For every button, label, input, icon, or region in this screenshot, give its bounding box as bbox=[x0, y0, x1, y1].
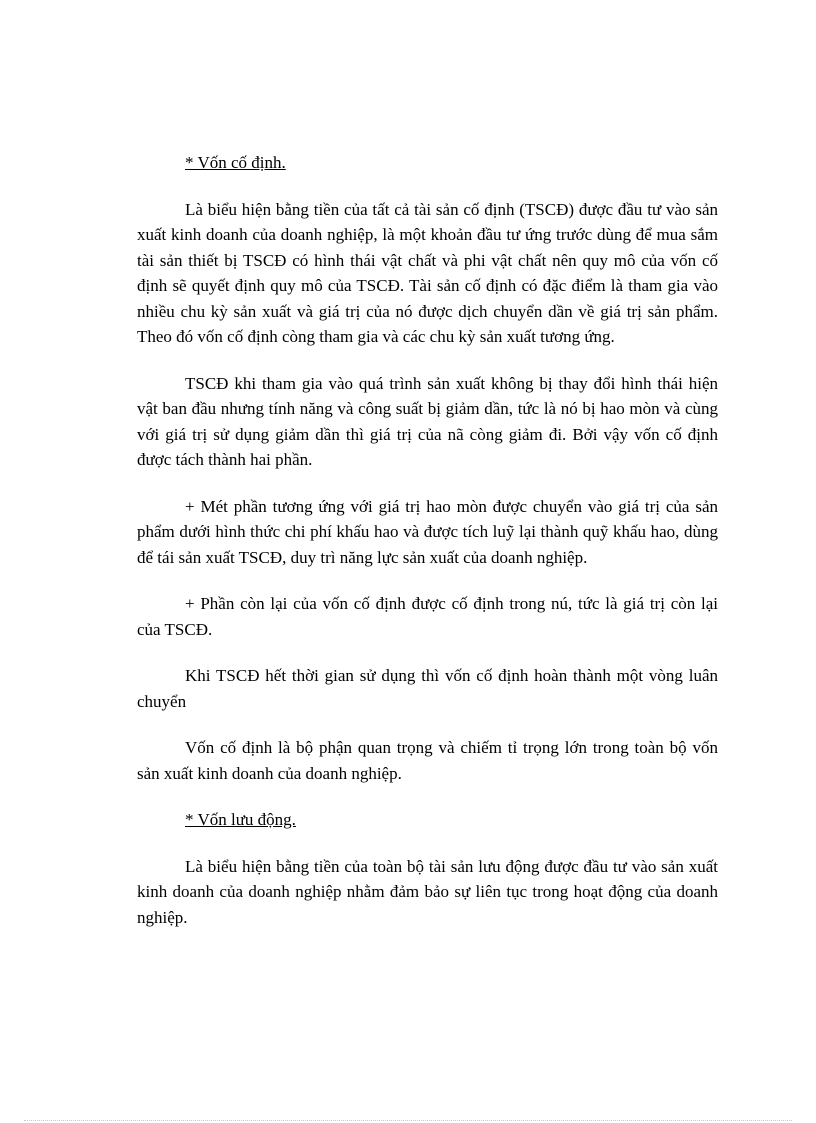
paragraph: Vốn cố định là bộ phận quan trọng và chiếm tỉ trọng lớn trong toàn bộ vốn sản xuất kinh doanh của doanh nghiệp. bbox=[137, 738, 718, 783]
paragraph: Là biểu hiện bằng tiền của tất cả tài sản cố định (TSCĐ) được đầu tư vào sản xuất kinh doanh của doanh nghiệp, là một khoản đầu tư ứng trước dùng để mua sắm tài sản thiết bị TSCĐ có hình thái vật chất và phi vật chất nên quy mô của vốn cố định sẽ quyết định quy mô của TSCĐ. Tài sản cố định có đặc điểm là tham gia vào nhiều chu kỳ sản xuất và giá trị của nó được dịch chuyển dần về giá trị sản phẩm. Theo đó vốn cố định còng tham gia và các chu kỳ sản xuất tương ứng. bbox=[137, 199, 718, 346]
paragraph: Là biểu hiện bằng tiền của toàn bộ tài sản lưu động được đầu tư vào sản xuất kinh doanh của doanh nghiệp nhằm đảm bảo sự liên tục trong hoạt động của doanh nghiệp. bbox=[137, 856, 718, 927]
page-bottom-divider bbox=[24, 1120, 792, 1121]
paragraph: + Mét phần tương ứng với giá trị hao mòn được chuyển vào giá trị của sản phẩm dưới hình thức chi phí khấu hao và được tích luỹ lại thành quỹ khấu hao, dùng để tái sản xuất TSCĐ, duy trì năng lực sản xuất của doanh nghiệp. bbox=[137, 496, 718, 567]
section-heading-working-capital: * Vốn lưu động. bbox=[185, 810, 296, 829]
paragraph: + Phần còn lại của vốn cố định được cố định trong nú, tức là giá trị còn lại của TSCĐ. bbox=[137, 594, 718, 639]
paragraph: Khi TSCĐ hết thời gian sử dụng thì vốn cố định hoàn thành một vòng luân chuyển bbox=[137, 666, 718, 711]
section-heading-fixed-capital: * Vốn cố định. bbox=[185, 153, 286, 172]
paragraph: TSCĐ khi tham gia vào quá trình sản xuất không bị thay đổi hình thái hiện vật ban đầu nhưng tính năng và công suất bị giảm dần, tức là nó bị hao mòn và cùng với giá trị sử dụng giảm dần thì giá trị của nã còng giảm đi. Bởi vậy vốn cố định được tách thành hai phần. bbox=[137, 373, 718, 469]
document-body bbox=[137, 150, 718, 951]
